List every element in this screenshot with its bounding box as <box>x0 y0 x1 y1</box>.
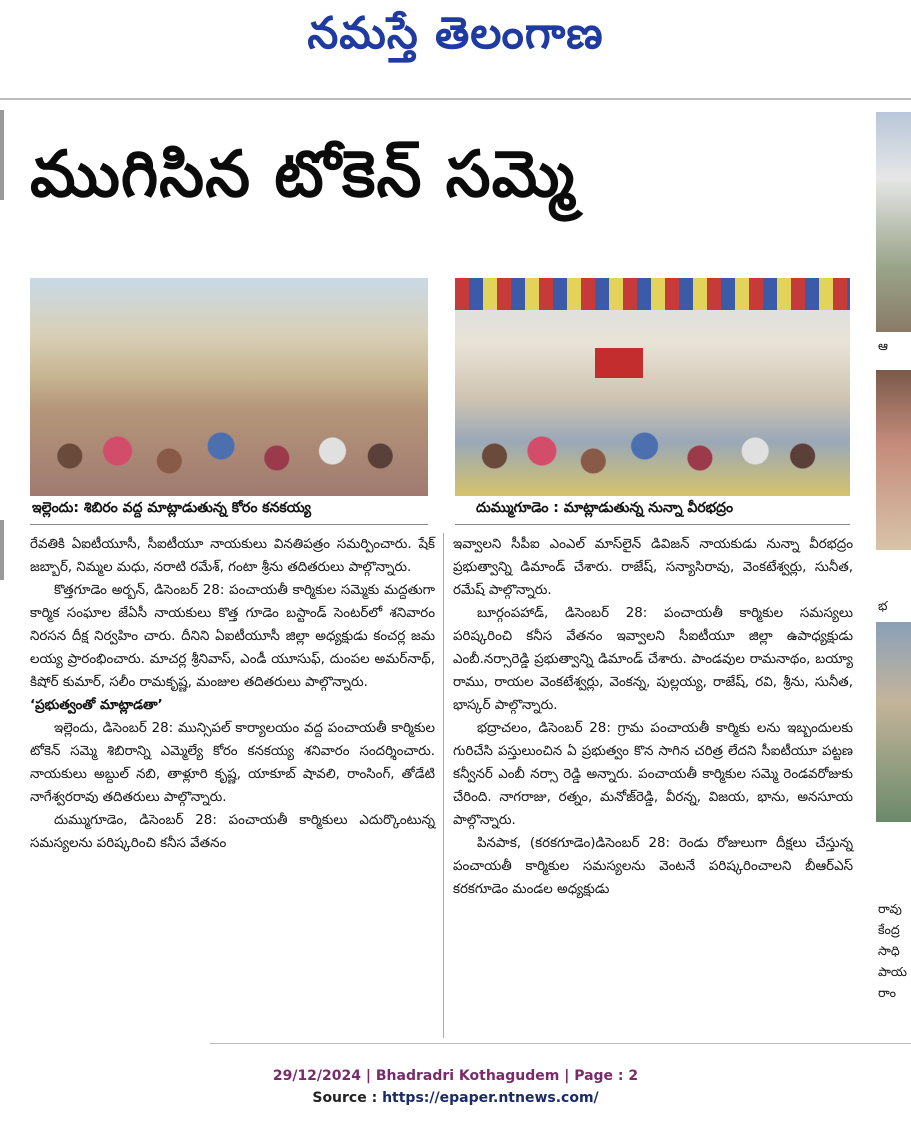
caption-rule <box>30 524 428 525</box>
paragraph: రేవతికి ఏఐటీయూసీ, సీఐటీయూ నాయకులు వినతిపత్రం సమర్పించారు. షేక్ జబ్బార్, నిమ్మల మధు, నరాటి రమేశ్, గంటా శ్రీను తదితరులు పాల్గొన్నారు. <box>30 537 435 575</box>
red-banner <box>595 348 643 378</box>
adjacent-text-line: పాయ <box>878 964 907 979</box>
caption-rule <box>455 524 850 525</box>
photo1-caption: ఇల్లెందు: శిబిరం వద్ద మాట్లాడుతున్న కోరం కనకయ్య <box>32 500 311 516</box>
footer-source <box>0 1090 911 1106</box>
paragraph: బూర్గంపహాడ్, డిసెంబర్ 28: పంచాయతీ కార్మికుల సమస్యలు పరిష్కరించి కనీస వేతనం ఇవ్వాలని సీఐటీయూ జిల్లా ఉపాధ్యక్షుడు ఎంబీ.నర్సారెడ్డి ప్రభుత్వాన్ని డిమాండ్ చేశారు. పాండవుల రామనాథం, బయ్యా రాము, రాయల వెంకటేశ్వర్లు, వెంకన్న, పుల్లయ్య, రాజేష్, రవి, శ్రీను, సునీత, భాస్కర్ పాల్గొన్నారు. <box>453 606 853 713</box>
left-edge-fragment <box>0 520 4 580</box>
tent-canopy <box>455 278 850 310</box>
left-edge-fragment <box>0 110 4 200</box>
article-headline: ముగిసిన టోకెన్ సమ్మె <box>30 138 576 212</box>
adjacent-text-line: సాధి <box>878 943 900 958</box>
adjacent-text-line: రాం <box>878 985 896 1000</box>
adjacent-article-photo <box>876 112 911 332</box>
adjacent-article-photo <box>876 622 911 822</box>
article-column-1 <box>30 533 435 855</box>
adjacent-article-photo <box>876 370 911 550</box>
paragraph: ఇవ్వాలని సీపీఐ ఎంఎల్ మాస్‌లైన్ డివిజన్ నాయకుడు నున్నా వీరభద్రం ప్రభుత్వాన్ని డిమాండ్ చేశారు. రాజేష్, సన్యాసిరావు, వెంకటేశ్వర్లు, సునీత, రమేష్ పాల్గొన్నారు. <box>453 537 853 598</box>
paragraph: భద్రాచలం, డిసెంబర్ 28: గ్రామ పంచాయతీ కార్మికు లను ఇబ్బందులకు గురిచేసి పస్తులుంచిన ఏ ప్రభుత్వం కొన సాగిన చరిత్ర లేదని సీఐటీయూ పట్టణ కన్వీనర్ ఎంబీ నర్సా రెడ్డి అన్నారు. పంచాయతీ కార్మికుల సమ్మె రెండవరోజుకు చేరింది. నాగరాజు, రత్నం, మనోజ్‌రెడ్డి, వీరన్న, విజయ, భాను, అనసూయ పాల్గొన్నారు. <box>453 721 853 828</box>
paragraph: ఇల్లెందు, డిసెంబర్ 28: మున్సిపల్ కార్యాలయం వద్ద పంచాయతీ కార్మికుల టోకెన్ సమ్మె శిబిరాన్ని ఎమ్మెల్యే కోరం కనకయ్య శనివారం సందర్శించారు. నాయకులు అబ్దుల్ నబి, తాళ్లూరి కృష్ణ, యాకూబ్ షావలి, రాంసింగ్, తోడేటి నాగేశ్వరరావు తదితరులు పాల్గొన్నారు. <box>30 721 435 805</box>
photo-dummugudem-tent <box>455 278 850 496</box>
photo-illendu-camp <box>30 278 428 496</box>
adjacent-text-lines <box>878 898 907 1003</box>
adjacent-text-fragment: ఆ <box>878 338 888 353</box>
photo2-caption: దుమ్ముగూడెం : మాట్లాడుతున్న నున్నా వీరభద్రం <box>476 500 734 516</box>
header-divider <box>0 98 911 100</box>
adjacent-text-line: రావు <box>878 901 902 916</box>
source-link[interactable]: https://epaper.ntnews.com/ <box>382 1090 599 1106</box>
article-subhead: ‘ప్రభుత్వంతో మాట్లాడతా’ <box>30 698 163 713</box>
photo-crowd <box>30 396 428 496</box>
source-label: Source : <box>312 1090 378 1106</box>
paragraph: దుమ్ముగూడెం, డిసెంబర్ 28: పంచాయతీ కార్మికులు ఎదుర్కొంటున్న సమస్యలను పరిష్కరించి కనీస వేతనం <box>30 813 435 851</box>
masthead-logo: నమస్తే తెలంగాణ <box>307 8 604 59</box>
footer-date-edition: 29/12/2024 | Bhadradri Kothagudem | Page : 2 <box>272 1068 639 1084</box>
column-divider <box>443 533 444 1038</box>
footer-divider <box>210 1043 911 1044</box>
photo-crowd <box>455 396 850 496</box>
adjacent-text-fragment: భ <box>878 598 888 613</box>
adjacent-text-line: కేంద్ర <box>878 922 900 937</box>
paragraph: పినపాక, (కరకగూడెం)డిసెంబర్ 28: రెండు రోజులుగా దీక్షలు చేస్తున్న పంచాయతీ కార్మికుల సమస్యలను వెంటనే పరిష్కరించాలని బీఆర్ఎస్ కరకగూడెం మండల అధ్యక్షుడు <box>453 836 853 897</box>
paragraph: కొత్తగూడెం అర్బన్, డిసెంబర్ 28: పంచాయతీ కార్మికుల సమ్మెకు మద్దతుగా కార్మిక సంఘాల జేఏసీ నాయకులు కొత్త గూడెం బస్టాండ్ సెంటర్‌లో శనివారం నిరసన దీక్ష నిర్వహిం చారు. దీనిని ఏఐటీయూసీ జిల్లా అధ్యక్షుడు కంచర్ల జమ లయ్య ప్రారంభించారు. మాచర్ల శ్రీనివాస్, ఎండీ యూసుఫ్, దుంపల అమర్‌నాథ్, కిషోర్ కుమార్, సలీం రామకృష్ణ, మంజుల తదితరులు పాల్గొన్నారు. <box>30 583 435 690</box>
article-column-2 <box>453 533 853 901</box>
